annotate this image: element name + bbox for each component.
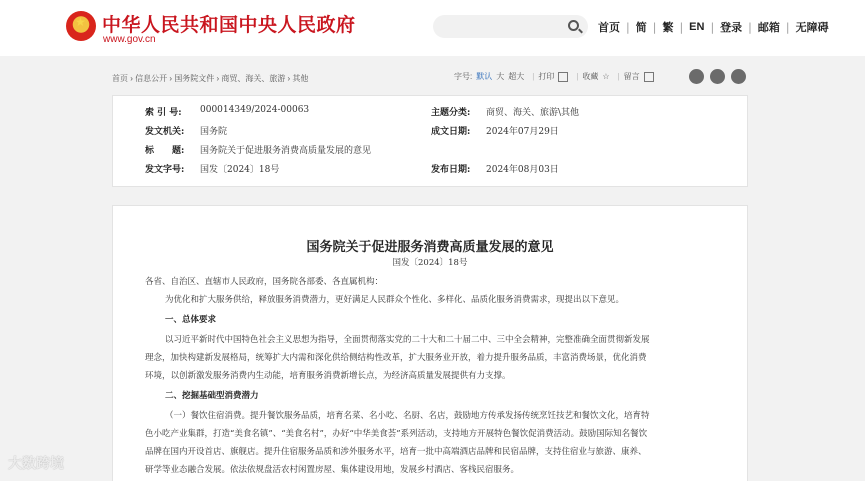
article-doc-number: 国发〔2024〕18号 xyxy=(392,258,468,268)
meta-row xyxy=(113,105,747,123)
nav-separator: | xyxy=(785,20,790,34)
font-size-label: 字号: xyxy=(454,72,473,81)
weibo-icon[interactable] xyxy=(689,69,704,84)
nav-simplified[interactable]: 简 xyxy=(635,22,647,34)
date-label: 成文日期: xyxy=(431,127,471,137)
tools-separator: | xyxy=(576,72,579,81)
site-title[interactable]: 中华人民共和国中央人民政府 xyxy=(102,14,356,36)
paragraph-line: 品牌在国内开设首店、旗舰店。提升住宿服务品质和涉外服务水平，培育一批中高端酒店品牌和民宿品牌，支持住宿业与旅游、康养、 xyxy=(145,447,647,457)
comment-button[interactable]: 留言 xyxy=(623,72,640,81)
paragraph-line: 理念，加快构建新发展格局，统筹扩大内需和深化供给侧结构性改革，扩大服务业开放，着力提升服务品质，丰富消费场景，优化消费 xyxy=(145,353,647,363)
tools-separator: | xyxy=(617,72,620,81)
section-heading: 一、总体要求 xyxy=(165,315,217,325)
print-button[interactable]: 打印 xyxy=(538,72,555,81)
title-label: 标 题: xyxy=(145,146,185,156)
index-label: 索 引 号: xyxy=(145,108,182,118)
search-icon[interactable] xyxy=(568,20,579,31)
wechat-icon[interactable] xyxy=(710,69,725,84)
search-box xyxy=(433,15,588,38)
nav-traditional[interactable]: 繁 xyxy=(662,22,674,34)
issuer-label: 发文机关: xyxy=(145,127,185,137)
meta-row xyxy=(113,143,747,161)
nav-accessibility[interactable]: 无障碍 xyxy=(795,22,829,34)
tools-separator: | xyxy=(532,72,535,81)
docno-label: 发文字号: xyxy=(145,165,185,175)
star-icon[interactable]: ☆ xyxy=(602,72,610,81)
paragraph-line: （一）餐饮住宿消费。提升餐饮服务品质，培育名菜、名小吃、名厨、名店，鼓励地方传承发扬传统烹饪技艺和餐饮文化，培育特 xyxy=(165,411,650,421)
share-icons xyxy=(689,69,752,84)
paragraph-line: 环境，以创新激发服务消费内生动能，培育服务消费新增长点，为经济高质量发展提供有力支撑。 xyxy=(145,371,511,381)
section-heading: 二、挖掘基础型消费潜力 xyxy=(165,391,259,401)
meta-row xyxy=(113,124,747,142)
pub-date-label: 发布日期: xyxy=(431,165,471,175)
nav-home[interactable]: 首页 xyxy=(598,22,620,34)
qzone-icon[interactable] xyxy=(731,69,746,84)
pub-date-value: 2024年08月03日 xyxy=(486,165,559,175)
title-value: 国务院关于促进服务消费高质量发展的意见 xyxy=(200,146,372,156)
nav-separator: | xyxy=(626,20,630,34)
site-header xyxy=(0,0,865,56)
national-emblem-icon[interactable]: ★ xyxy=(66,11,96,41)
article-addressee: 各省、自治区、直辖市人民政府，国务院各部委、各直属机构： xyxy=(145,277,384,287)
article-title: 国务院关于促进服务消费高质量发展的意见 xyxy=(306,240,554,255)
nav-separator: | xyxy=(710,20,715,34)
site-url: www.gov.cn xyxy=(103,34,156,45)
font-size-xlarge[interactable]: 超大 xyxy=(508,72,525,81)
paragraph-line: 研学等业态融合发展。依法依规盘活农村闲置房屋、集体建设用地，发展乡村酒店、客栈民宿服务。 xyxy=(145,465,520,475)
nav-separator: | xyxy=(748,20,752,34)
top-nav xyxy=(598,19,829,35)
nav-separator: | xyxy=(679,20,684,34)
nav-separator: | xyxy=(652,20,657,34)
meta-row xyxy=(113,162,747,180)
breadcrumb[interactable]: 首页 › 信息公开 › 国务院文件 › 商贸、海关、旅游 › 其他 xyxy=(112,74,309,83)
nav-english[interactable]: EN xyxy=(689,21,705,33)
print-icon[interactable] xyxy=(558,72,568,82)
topic-label: 主题分类: xyxy=(431,108,471,118)
font-size-default[interactable]: 默认 xyxy=(476,72,493,81)
index-value: 000014349/2024-00063 xyxy=(200,105,310,115)
article-intro: 为优化和扩大服务供给，释放服务消费潜力，更好满足人民群众个性化、多样化、品质化服务消费需求，现提出以下意见。 xyxy=(165,295,625,305)
search-input[interactable] xyxy=(443,18,563,35)
document-meta xyxy=(112,95,748,187)
date-value: 2024年07月29日 xyxy=(486,127,559,137)
topic-value: 商贸、海关、旅游\其他 xyxy=(486,108,580,118)
paragraph-line: 以习近平新时代中国特色社会主义思想为指导，全面贯彻落实党的二十大和二十届二中、三中全会精神，完整准确全面贯彻新发展 xyxy=(165,335,650,345)
issuer-value: 国务院 xyxy=(200,127,228,137)
watermark: 大数跨境 xyxy=(8,455,64,471)
page-tools xyxy=(454,71,658,82)
font-size-large[interactable]: 大 xyxy=(496,72,505,81)
favorite-button[interactable]: 收藏 xyxy=(582,72,599,81)
docno-value: 国发〔2024〕18号 xyxy=(200,165,280,175)
nav-mail[interactable]: 邮箱 xyxy=(757,22,780,34)
comment-icon[interactable] xyxy=(644,72,654,82)
nav-login[interactable]: 登录 xyxy=(720,22,743,34)
paragraph-line: 色小吃产业集群，打造“美食名镇”、“美食名村”，办好“中华美食荟”系列活动，支持地方开展特色餐饮促消费活动。鼓励国际知名餐饮 xyxy=(145,429,648,439)
article-body xyxy=(112,205,748,481)
crumb-bar xyxy=(112,70,752,86)
